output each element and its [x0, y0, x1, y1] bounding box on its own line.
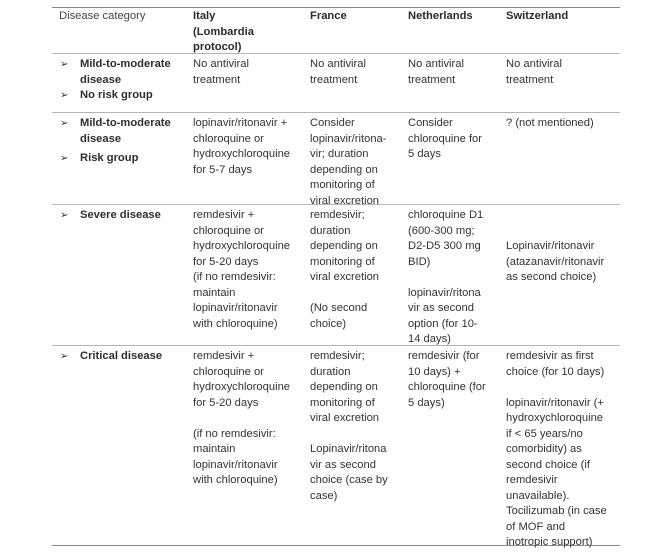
cell-france	[310, 57, 366, 88]
disease-category-label	[80, 349, 162, 365]
cell-text-line: duration	[310, 365, 351, 378]
disease-category-line: disease	[80, 73, 122, 86]
cell-text-line: No antiviral	[193, 58, 249, 70]
row-divider	[52, 112, 620, 113]
cell-text-line: second choice (if	[506, 458, 590, 471]
cell-switzerland	[506, 116, 594, 132]
disease-category-line: Mild-to-moderate	[80, 58, 171, 70]
cell-text-line: lopinavir/ritonavir +	[193, 117, 288, 129]
cell-text-line: D2-D5 300 mg	[408, 240, 481, 252]
cell-netherlands	[408, 57, 464, 88]
header-france: France	[310, 10, 347, 22]
cell-text-line: chloroquine for	[408, 132, 483, 145]
cell-switzerland	[506, 208, 604, 286]
cell-france	[310, 116, 386, 209]
cell-text-line: No antiviral	[408, 58, 464, 70]
cell-text-line: for 5-20 days	[193, 255, 259, 268]
cell-text-line: treatment	[310, 73, 358, 86]
bullet-arrow-icon: ➢	[60, 118, 69, 129]
cell-spacer	[193, 411, 290, 427]
cell-text-line: 10 days) +	[408, 365, 461, 378]
cell-text-line: Consider	[408, 117, 453, 129]
cell-france	[310, 349, 388, 504]
cell-text-line: treatment	[408, 73, 456, 86]
cell-text-line: hydroxychloroquine	[193, 240, 291, 252]
row-divider	[52, 345, 620, 346]
disease-category-label	[80, 151, 138, 167]
cell-text-line: with chloroquine)	[193, 474, 278, 486]
cell-text-line: No antiviral	[506, 58, 562, 70]
cell-text-line: BID)	[408, 255, 431, 268]
cell-text-line: remdesivir	[506, 474, 558, 486]
cell-spacer	[310, 427, 388, 443]
bullet-arrow-icon: ➢	[60, 153, 69, 164]
cell-text-line: duration	[310, 224, 351, 237]
cell-text-line: remdesivir;	[310, 350, 365, 362]
cell-text-line: depending on	[310, 163, 378, 176]
header-netherlands: Netherlands	[408, 10, 473, 22]
cell-italy	[193, 349, 290, 489]
cell-text-line: remdesivir as first	[506, 350, 594, 362]
cell-text-line: lopinavir/ritonavir	[193, 458, 278, 471]
header-italy-line: Italy	[193, 10, 216, 22]
cell-text-line: for 5-20 days	[193, 396, 259, 409]
header-switzerland: Switzerland	[506, 10, 569, 22]
cell-text-line: viral excretion	[310, 412, 380, 424]
cell-text-line: unavailable).	[506, 489, 570, 502]
disease-category-line: Severe disease	[80, 209, 161, 221]
cell-text-line: case)	[310, 489, 338, 502]
disease-category-line: No risk group	[80, 89, 153, 101]
header-italy	[193, 9, 254, 56]
cell-text-line: viral excretion	[310, 194, 380, 207]
cell-text-line: remdesivir (for	[408, 350, 480, 362]
cell-text-line: remdesivir +	[193, 209, 255, 221]
bullet-arrow-icon: ➢	[60, 351, 69, 362]
bullet-arrow-icon: ➢	[60, 59, 69, 70]
cell-text-line: inotropic support)	[506, 536, 593, 548]
cell-switzerland	[506, 57, 562, 88]
cell-text-line: 5 days	[408, 148, 441, 160]
table-top-rule	[52, 7, 620, 8]
cell-text-line: vir as second	[408, 302, 474, 314]
header-disease-category: Disease category	[59, 10, 146, 22]
cell-text-line: treatment	[506, 73, 554, 86]
cell-text-line: choice (for 10 days)	[506, 365, 605, 378]
cell-spacer	[506, 224, 604, 240]
cell-text-line: (600-300 mg;	[408, 224, 475, 237]
cell-text-line: chloroquine or	[193, 365, 264, 378]
cell-text-line: depending on	[310, 381, 378, 393]
bullet-arrow-icon: ➢	[60, 210, 69, 221]
cell-text-line: option (for 10-	[408, 317, 478, 330]
disease-category-line: disease	[80, 132, 122, 145]
cell-switzerland	[506, 349, 607, 551]
cell-text-line: monitoring of	[310, 179, 375, 191]
cell-text-line: monitoring of	[310, 255, 375, 268]
cell-text-line: hydroxychloroquine	[193, 148, 291, 160]
cell-text-line: depending on	[310, 240, 378, 252]
cell-text-line: remdesivir;	[310, 209, 365, 221]
cell-text-line: monitoring of	[310, 396, 375, 409]
cell-text-line: 5 days)	[408, 396, 445, 409]
cell-text-line: comorbidity) as	[506, 443, 582, 455]
disease-category-line: Mild-to-moderate	[80, 117, 171, 129]
cell-text-line: lopinavir/ritona-	[310, 132, 387, 145]
cell-text-line: choice (case by	[310, 474, 388, 486]
disease-category-label	[80, 57, 171, 88]
cell-text-line: Consider	[310, 117, 355, 129]
cell-text-line: chloroquine or	[193, 224, 264, 237]
cell-text-line: for 5-7 days	[193, 163, 253, 176]
disease-category-label	[80, 88, 153, 104]
bullet-arrow-icon: ➢	[60, 90, 69, 101]
cell-text-line: vir; duration	[310, 148, 369, 160]
cell-text-line: lopinavir/ritonavir (+	[506, 396, 604, 409]
cell-text-line: remdesivir +	[193, 350, 255, 362]
cell-spacer	[506, 380, 607, 396]
cell-spacer	[506, 208, 604, 224]
cell-text-line: (atazanavir/ritonavir	[506, 255, 605, 268]
disease-category-label	[80, 208, 161, 224]
cell-text-line: treatment	[193, 73, 241, 86]
cell-text-line: (if no remdesivir:	[193, 427, 276, 440]
cell-text-line: lopinavir/ritonavir	[193, 302, 278, 314]
cell-italy	[193, 208, 290, 332]
cell-france	[310, 208, 379, 332]
cell-text-line: chloroquine D1	[408, 209, 484, 221]
cell-italy	[193, 57, 249, 88]
cell-text-line: hydroxychloroquine	[193, 381, 291, 393]
cell-netherlands	[408, 208, 483, 348]
cell-text-line: Lopinavir/ritonavir	[506, 240, 595, 252]
cell-netherlands	[408, 349, 486, 411]
header-italy-line: protocol)	[193, 41, 242, 53]
cell-text-line: chloroquine or	[193, 132, 264, 145]
header-italy-line: (Lombardia	[193, 25, 254, 38]
cell-text-line: Tocilizumab (in case	[506, 505, 607, 517]
cell-text-line: viral excretion	[310, 271, 380, 283]
cell-text-line: ? (not mentioned)	[506, 117, 594, 129]
disease-category-line: Risk group	[80, 152, 139, 164]
cell-italy	[193, 116, 290, 178]
cell-text-line: as second choice)	[506, 271, 597, 283]
cell-text-line: of MOF and	[506, 520, 566, 533]
disease-category-line: Critical disease	[80, 350, 163, 362]
cell-text-line: No antiviral	[310, 58, 366, 70]
cell-text-line: chloroquine (for	[408, 381, 486, 393]
cell-text-line: maintain	[193, 443, 236, 455]
cell-text-line: maintain	[193, 286, 236, 299]
cell-spacer	[310, 286, 379, 302]
cell-spacer	[408, 270, 483, 286]
cell-text-line: (if no remdesivir:	[193, 271, 276, 283]
cell-text-line: 14 days)	[408, 333, 451, 345]
header-bottom-rule	[52, 53, 620, 54]
cell-text-line: hydroxychloroquine	[506, 412, 604, 424]
cell-text-line: choice)	[310, 317, 347, 330]
cell-text-line: Lopinavir/ritona	[310, 443, 387, 455]
cell-text-line: (No second	[310, 302, 368, 314]
cell-text-line: if < 65 years/no	[506, 427, 583, 440]
disease-category-label	[80, 116, 171, 147]
cell-text-line: with chloroquine)	[193, 317, 278, 330]
cell-netherlands	[408, 116, 482, 163]
cell-text-line: vir as second	[310, 458, 376, 471]
cell-text-line: lopinavir/ritona	[408, 286, 481, 299]
